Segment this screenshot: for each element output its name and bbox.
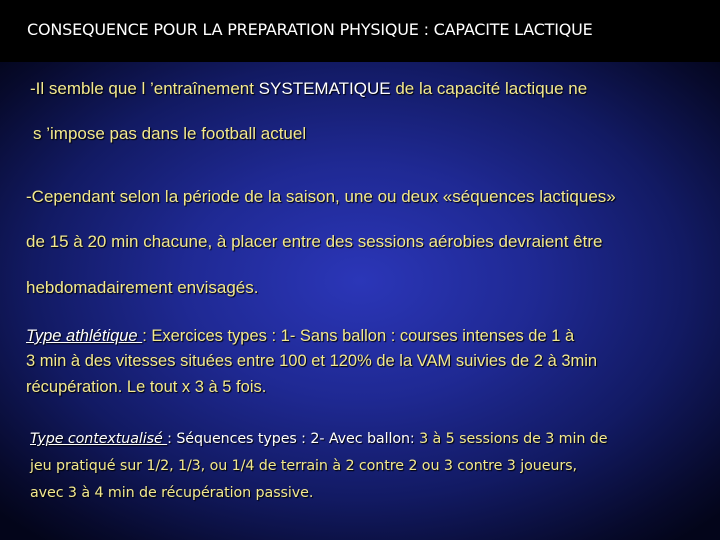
p4-line1 bbox=[30, 431, 607, 447]
p1-text-b: SYSTEMATIQUE bbox=[258, 79, 391, 98]
p2-line2: de 15 à 20 min chacune, à placer entre des sessions aérobies devraient être bbox=[26, 232, 603, 251]
type-contextualise-label: Type contextualisé bbox=[30, 431, 168, 447]
p3-line2: 3 min à des vitesses situées entre 100 et 120% de la VAM suivies de 2 à 3min bbox=[26, 352, 598, 370]
p4-text-a: : Séquences types : 2- Avec ballon: bbox=[167, 431, 420, 447]
p2-line3: hebdomadairement envisagés. bbox=[26, 278, 259, 297]
p2-line1: -Cependant selon la période de la saison, une ou deux «séquences lactiques» bbox=[26, 187, 616, 206]
p3-line1 bbox=[26, 327, 574, 346]
p4-line3: avec 3 à 4 min de récupération passive. bbox=[30, 485, 314, 501]
p3-line3: récupération. Le tout x 3 à 5 fois. bbox=[26, 378, 267, 396]
slide-title: CONSEQUENCE POUR LA PREPARATION PHYSIQUE : CAPACITE LACTIQUE bbox=[27, 20, 593, 39]
p4-line2: jeu pratiqué sur 1/2, 1/3, ou 1/4 de terrain à 2 contre 2 ou 3 contre 3 joueurs, bbox=[30, 458, 577, 474]
p1-text-a: -Il semble que l ’entraînement bbox=[30, 79, 259, 98]
p4-text-b: 3 à 5 sessions de 3 min de bbox=[419, 431, 608, 447]
p1-line1 bbox=[30, 79, 587, 99]
p1-line2: s ’impose pas dans le football actuel bbox=[33, 124, 307, 143]
type-athletique-label: Type athlétique bbox=[26, 327, 143, 345]
p1-text-c: de la capacité lactique ne bbox=[390, 79, 588, 98]
title-bar bbox=[0, 0, 720, 62]
p3-text-a: : Exercices types : 1- Sans ballon : courses intenses de 1 à bbox=[142, 327, 575, 345]
